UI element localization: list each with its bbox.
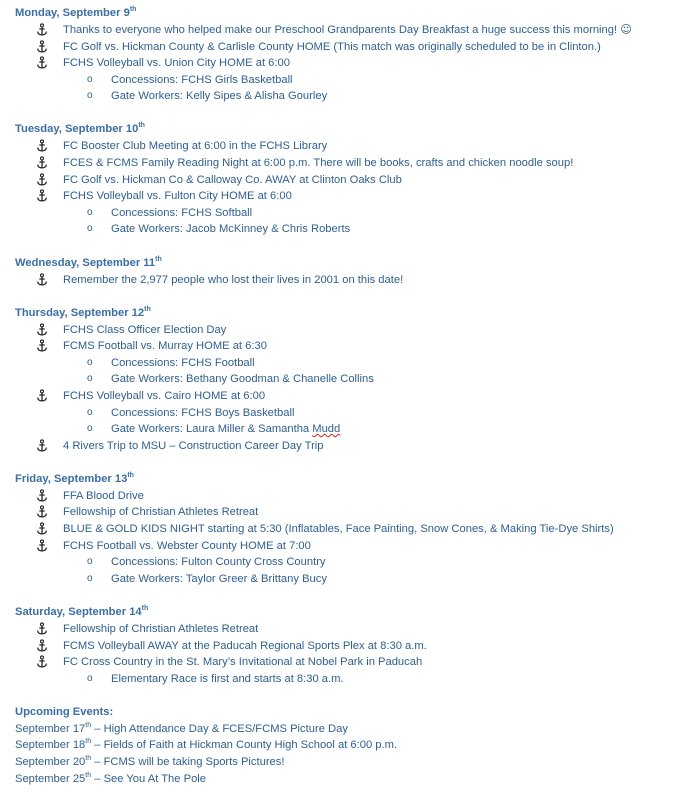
upcoming-event-text: – High Attendance Day & FCES/FCMS Picture Day bbox=[91, 722, 348, 735]
anchor-icon bbox=[35, 621, 49, 637]
sub-item bbox=[15, 554, 691, 571]
sub-item bbox=[15, 72, 691, 89]
upcoming-event bbox=[15, 721, 691, 738]
anchor-icon bbox=[35, 654, 49, 670]
upcoming-event-date-suffix: th bbox=[85, 755, 92, 762]
sub-item-text: Concessions: FCHS Softball bbox=[111, 206, 253, 219]
list-item bbox=[15, 654, 691, 671]
sub-item-text: Concessions: FCHS Boys Basketball bbox=[111, 406, 295, 419]
day-heading bbox=[15, 305, 691, 322]
day-heading-text: Tuesday, September 10 bbox=[15, 123, 139, 136]
day-heading bbox=[15, 255, 691, 272]
list-item bbox=[15, 22, 691, 39]
list-item-text: FCMS Volleyball AWAY at the Paducah Regional Sports Plex at 8:30 a.m. bbox=[63, 639, 427, 652]
anchor-icon bbox=[35, 638, 49, 654]
list-item bbox=[15, 388, 691, 405]
day-heading-text: Friday, September 13 bbox=[15, 472, 128, 485]
day-heading-suffix: th bbox=[155, 255, 162, 263]
day-heading-suffix: th bbox=[138, 122, 145, 130]
upcoming-event-date: September 18 bbox=[15, 739, 86, 752]
day-heading-suffix: th bbox=[127, 471, 134, 479]
sub-item-text: Elementary Race is first and starts at 8:30 a.m. bbox=[111, 672, 344, 685]
anchor-icon bbox=[35, 521, 49, 537]
spellcheck-flagged-word: Mudd bbox=[312, 423, 341, 436]
circle-bullet-icon: o bbox=[87, 223, 93, 235]
anchor-icon bbox=[35, 172, 49, 188]
sub-item bbox=[15, 205, 691, 222]
list-item-text: Thanks to everyone who helped make our Preschool Grandparents Day Breakfast a huge success this morning! bbox=[63, 24, 621, 36]
list-item-text: FC Booster Club Meeting at 6:00 in the FCHS Library bbox=[63, 140, 328, 153]
list-item-text: FC Cross Country in the St. Mary’s Invitational at Nobel Park in Paducah bbox=[63, 656, 423, 669]
list-item bbox=[15, 621, 691, 638]
anchor-icon bbox=[35, 504, 49, 520]
list-item bbox=[15, 521, 691, 538]
circle-bullet-icon: o bbox=[87, 672, 93, 684]
sub-item-text: Concessions: Fulton County Cross Country bbox=[111, 556, 326, 569]
circle-bullet-icon: o bbox=[87, 356, 93, 368]
sub-item bbox=[15, 221, 691, 238]
sub-item bbox=[15, 571, 691, 588]
list-item-text: FCHS Football vs. Webster County HOME at 7:00 bbox=[63, 539, 311, 552]
day-section bbox=[15, 305, 691, 455]
list-item bbox=[15, 338, 691, 355]
anchor-icon bbox=[35, 39, 49, 55]
day-heading bbox=[15, 5, 691, 22]
anchor-icon bbox=[35, 272, 49, 288]
list-item bbox=[15, 155, 691, 172]
anchor-icon bbox=[35, 188, 49, 204]
sub-item bbox=[15, 355, 691, 372]
sub-item bbox=[15, 421, 691, 438]
list-item bbox=[15, 638, 691, 655]
list-item bbox=[15, 438, 691, 455]
list-item-text: BLUE & GOLD KIDS NIGHT starting at 5:30 (Inflatables, Face Painting, Snow Cones, & Making Tie-Dye Shirts) bbox=[63, 523, 614, 536]
list-item bbox=[15, 322, 691, 339]
list-item bbox=[15, 272, 691, 289]
upcoming-event-date: September 25 bbox=[15, 772, 86, 785]
list-item bbox=[15, 188, 691, 205]
upcoming-event-date-suffix: th bbox=[85, 721, 92, 729]
sub-item-text: Gate Workers: Laura Miller & Samantha bbox=[111, 423, 313, 436]
upcoming-event-text: – Fields of Faith at Hickman County High School at 6:00 p.m. bbox=[91, 739, 398, 752]
list-item bbox=[15, 55, 691, 72]
day-heading-suffix: th bbox=[144, 305, 151, 313]
circle-bullet-icon: o bbox=[87, 373, 93, 385]
list-item-text: FCHS Class Officer Election Day bbox=[63, 323, 227, 336]
anchor-icon bbox=[35, 338, 49, 354]
anchor-icon bbox=[35, 22, 49, 38]
day-heading-suffix: th bbox=[141, 604, 149, 612]
list-item bbox=[15, 39, 691, 56]
day-heading bbox=[15, 121, 691, 138]
circle-bullet-icon: o bbox=[87, 73, 93, 85]
list-item-text: Fellowship of Christian Athletes Retreat bbox=[63, 506, 259, 519]
day-heading bbox=[15, 471, 691, 488]
circle-bullet-icon: o bbox=[87, 423, 93, 435]
sub-item-text: Gate Workers: Jacob McKinney & Chris Roberts bbox=[111, 223, 351, 236]
day-section bbox=[15, 471, 691, 588]
upcoming-event-date: September 20 bbox=[15, 756, 86, 768]
sub-item-text: Gate Workers: Bethany Goodman & Chanelle Collins bbox=[111, 373, 374, 386]
list-item bbox=[15, 172, 691, 189]
upcoming-event-date-suffix: th bbox=[85, 771, 92, 779]
day-heading-suffix: th bbox=[129, 6, 137, 13]
sub-item bbox=[15, 88, 691, 105]
list-item-text: 4 Rivers Trip to MSU – Construction Career Day Trip bbox=[63, 439, 324, 452]
sub-item bbox=[15, 405, 691, 422]
upcoming-events-section bbox=[15, 704, 691, 787]
list-item-text: FCMS Football vs. Murray HOME at 6:30 bbox=[63, 340, 267, 353]
day-heading-text: Wednesday, September 11 bbox=[15, 256, 156, 269]
upcoming-event-date: September 17 bbox=[15, 722, 86, 735]
list-item bbox=[15, 488, 691, 505]
anchor-icon bbox=[35, 488, 49, 504]
list-item-text: Fellowship of Christian Athletes Retreat bbox=[63, 622, 259, 635]
anchor-icon bbox=[35, 438, 49, 454]
day-heading bbox=[15, 604, 691, 621]
anchor-icon bbox=[35, 388, 49, 404]
list-item-text: FCHS Volleyball vs. Union City HOME at 6:00 bbox=[63, 57, 290, 70]
circle-bullet-icon: o bbox=[87, 90, 93, 102]
sub-item-text: Gate Workers: Taylor Greer & Brittany Bucy bbox=[111, 572, 327, 585]
day-section bbox=[15, 5, 691, 105]
anchor-icon bbox=[35, 55, 49, 71]
sub-item-text: Concessions: FCHS Football bbox=[111, 356, 255, 369]
anchor-icon bbox=[35, 538, 49, 554]
list-item-text: FCHS Volleyball vs. Cairo HOME at 6:00 bbox=[63, 390, 266, 402]
day-section bbox=[15, 121, 691, 238]
day-heading-text: Saturday, September 14 bbox=[15, 605, 142, 618]
day-section bbox=[15, 255, 691, 289]
upcoming-event bbox=[15, 754, 691, 771]
sub-item bbox=[15, 371, 691, 388]
upcoming-event-date-suffix: th bbox=[85, 738, 92, 746]
upcoming-event-text: – FCMS will be taking Sports Pictures! bbox=[91, 756, 285, 768]
circle-bullet-icon: o bbox=[87, 406, 93, 418]
list-item bbox=[15, 538, 691, 555]
circle-bullet-icon: o bbox=[87, 572, 93, 584]
list-item bbox=[15, 138, 691, 155]
list-item-text: Remember the 2,977 people who lost their lives in 2001 on this date! bbox=[63, 273, 404, 286]
list-item-text: FC Golf vs. Hickman County & Carlisle County HOME (This match was originally scheduled to be in Clinton.) bbox=[63, 40, 601, 53]
circle-bullet-icon: o bbox=[87, 206, 93, 218]
list-item bbox=[15, 504, 691, 521]
day-heading-text: Thursday, September 12 bbox=[15, 306, 145, 319]
newsletter-document bbox=[15, 5, 691, 787]
list-item-text: FFA Blood Drive bbox=[63, 489, 144, 502]
circle-bullet-icon: o bbox=[87, 556, 93, 568]
anchor-icon bbox=[35, 322, 49, 338]
anchor-icon bbox=[35, 155, 49, 171]
list-item-text: FCES & FCMS Family Reading Night at 6:00 p.m. There will be books, crafts and chicken noodle soup! bbox=[63, 157, 574, 170]
sub-item bbox=[15, 671, 691, 688]
day-heading-text: Monday, September 9 bbox=[15, 7, 130, 19]
day-section bbox=[15, 604, 691, 687]
anchor-icon bbox=[35, 138, 49, 154]
upcoming-event-text: – See You At The Pole bbox=[91, 772, 206, 785]
smiley-icon: ☺ bbox=[620, 23, 632, 36]
list-item-text: FCHS Volleyball vs. Fulton City HOME at 6:00 bbox=[63, 190, 292, 203]
sub-item-text: Concessions: FCHS Girls Basketball bbox=[111, 73, 293, 86]
list-item-text: FC Golf vs. Hickman Co & Calloway Co. AWAY at Clinton Oaks Club bbox=[63, 173, 402, 186]
upcoming-event bbox=[15, 771, 691, 788]
sub-item-text: Gate Workers: Kelly Sipes & Alisha Gourley bbox=[111, 90, 328, 103]
upcoming-event bbox=[15, 737, 691, 754]
upcoming-events-heading: Upcoming Events: bbox=[15, 705, 114, 718]
